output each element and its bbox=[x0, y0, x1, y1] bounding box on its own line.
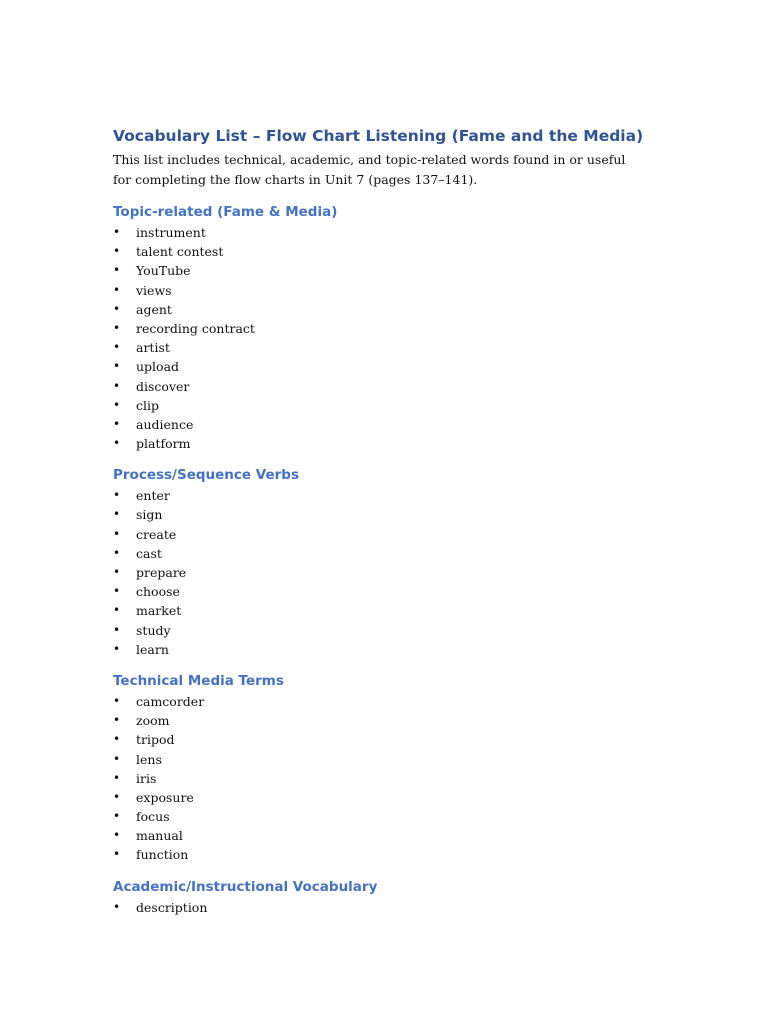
bullet-icon: • bbox=[113, 545, 121, 560]
vocab-term: create bbox=[136, 526, 177, 542]
bullet-icon: • bbox=[113, 732, 121, 747]
bullet-icon: • bbox=[113, 565, 121, 579]
list-item bbox=[113, 845, 653, 864]
bullet-icon: • bbox=[113, 301, 121, 316]
bullet-icon: • bbox=[113, 378, 121, 393]
bullet-icon: • bbox=[113, 751, 121, 766]
list-item bbox=[113, 261, 653, 280]
vocab-list bbox=[113, 692, 653, 865]
bullet-icon: • bbox=[113, 526, 121, 541]
vocab-term: exposure bbox=[136, 789, 194, 805]
vocab-term: focus bbox=[136, 809, 170, 825]
bullet-icon: • bbox=[113, 770, 121, 785]
vocab-term: audience bbox=[136, 416, 194, 432]
vocab-term: tripod bbox=[136, 732, 175, 748]
vocab-term: upload bbox=[136, 359, 180, 375]
vocab-term: agent bbox=[136, 301, 172, 317]
bullet-icon: • bbox=[113, 244, 121, 259]
list-item bbox=[113, 396, 653, 415]
bullet-icon: • bbox=[113, 584, 121, 599]
vocab-term: prepare bbox=[136, 565, 187, 580]
list-item bbox=[113, 769, 653, 788]
list-item bbox=[113, 898, 653, 917]
vocab-term: enter bbox=[136, 488, 170, 504]
list-item bbox=[113, 319, 653, 338]
bullet-icon: • bbox=[113, 282, 121, 297]
vocab-term: cast bbox=[136, 545, 162, 561]
vocab-term: choose bbox=[136, 584, 180, 600]
list-item bbox=[113, 415, 653, 434]
list-item bbox=[113, 692, 653, 711]
vocab-list bbox=[113, 223, 653, 453]
list-item bbox=[113, 601, 653, 620]
list-item bbox=[113, 434, 653, 453]
document-page bbox=[113, 124, 653, 917]
vocab-term: artist bbox=[136, 340, 170, 356]
bullet-icon: • bbox=[113, 693, 121, 708]
bullet-icon: • bbox=[113, 507, 121, 522]
list-item bbox=[113, 377, 653, 396]
vocab-term: YouTube bbox=[136, 263, 191, 279]
vocab-term: camcorder bbox=[136, 693, 205, 709]
bullet-icon: • bbox=[113, 359, 121, 374]
intro-paragraph: This list includes technical, academic, and topic-related words found in or useful for completing the flow charts in Unit 7 (pages 137–141). bbox=[113, 152, 626, 187]
bullet-icon: • bbox=[113, 622, 121, 637]
list-item bbox=[113, 486, 653, 505]
sections-container bbox=[113, 202, 653, 917]
bullet-icon: • bbox=[113, 488, 121, 503]
section-heading: Academic/Instructional Vocabulary bbox=[113, 878, 378, 895]
document-title: Vocabulary List – Flow Chart Listening (Fame and the Media) bbox=[113, 127, 644, 145]
vocab-term: study bbox=[136, 622, 171, 638]
list-item bbox=[113, 242, 653, 261]
bullet-icon: • bbox=[113, 713, 121, 728]
list-item bbox=[113, 525, 653, 544]
list-item bbox=[113, 544, 653, 563]
vocab-term: learn bbox=[136, 641, 169, 657]
bullet-icon: • bbox=[113, 847, 121, 862]
list-item bbox=[113, 300, 653, 319]
vocab-term: sign bbox=[136, 507, 163, 523]
list-item bbox=[113, 730, 653, 749]
vocab-list bbox=[113, 898, 653, 917]
bullet-icon: • bbox=[113, 641, 121, 656]
bullet-icon: • bbox=[113, 340, 121, 355]
vocab-term: instrument bbox=[136, 225, 206, 240]
bullet-icon: • bbox=[113, 603, 121, 618]
vocab-term: talent contest bbox=[136, 244, 224, 260]
vocab-term: clip bbox=[136, 397, 159, 413]
list-item bbox=[113, 711, 653, 730]
vocab-term: iris bbox=[136, 770, 157, 786]
list-item bbox=[113, 640, 653, 659]
bullet-icon: • bbox=[113, 263, 121, 278]
bullet-icon: • bbox=[113, 320, 121, 335]
list-item bbox=[113, 788, 653, 807]
vocab-term: recording contract bbox=[136, 320, 255, 336]
list-item bbox=[113, 223, 653, 242]
bullet-icon: • bbox=[113, 828, 121, 843]
vocab-term: description bbox=[136, 899, 208, 915]
list-item bbox=[113, 750, 653, 769]
list-item bbox=[113, 338, 653, 357]
bullet-icon: • bbox=[113, 809, 121, 824]
list-item bbox=[113, 505, 653, 524]
vocab-term: manual bbox=[136, 828, 183, 844]
list-item bbox=[113, 281, 653, 300]
section-heading: Topic-related (Fame & Media) bbox=[113, 204, 338, 220]
list-item bbox=[113, 582, 653, 601]
vocab-list bbox=[113, 486, 653, 659]
vocab-term: views bbox=[136, 282, 172, 298]
section-heading: Process/Sequence Verbs bbox=[113, 467, 299, 484]
list-item bbox=[113, 826, 653, 845]
list-item bbox=[113, 357, 653, 376]
vocab-term: market bbox=[136, 603, 182, 619]
bullet-icon: • bbox=[113, 789, 121, 804]
bullet-icon: • bbox=[113, 436, 121, 451]
bullet-icon: • bbox=[113, 899, 121, 914]
list-item bbox=[113, 621, 653, 640]
vocab-term: zoom bbox=[136, 713, 170, 729]
section-heading: Technical Media Terms bbox=[113, 672, 284, 689]
bullet-icon: • bbox=[113, 225, 121, 239]
vocab-term: function bbox=[136, 847, 189, 863]
list-item bbox=[113, 563, 653, 582]
bullet-icon: • bbox=[113, 416, 121, 431]
vocab-term: discover bbox=[136, 378, 190, 394]
list-item bbox=[113, 807, 653, 826]
vocab-term: lens bbox=[136, 751, 162, 767]
vocab-term: platform bbox=[136, 436, 191, 452]
bullet-icon: • bbox=[113, 397, 121, 412]
